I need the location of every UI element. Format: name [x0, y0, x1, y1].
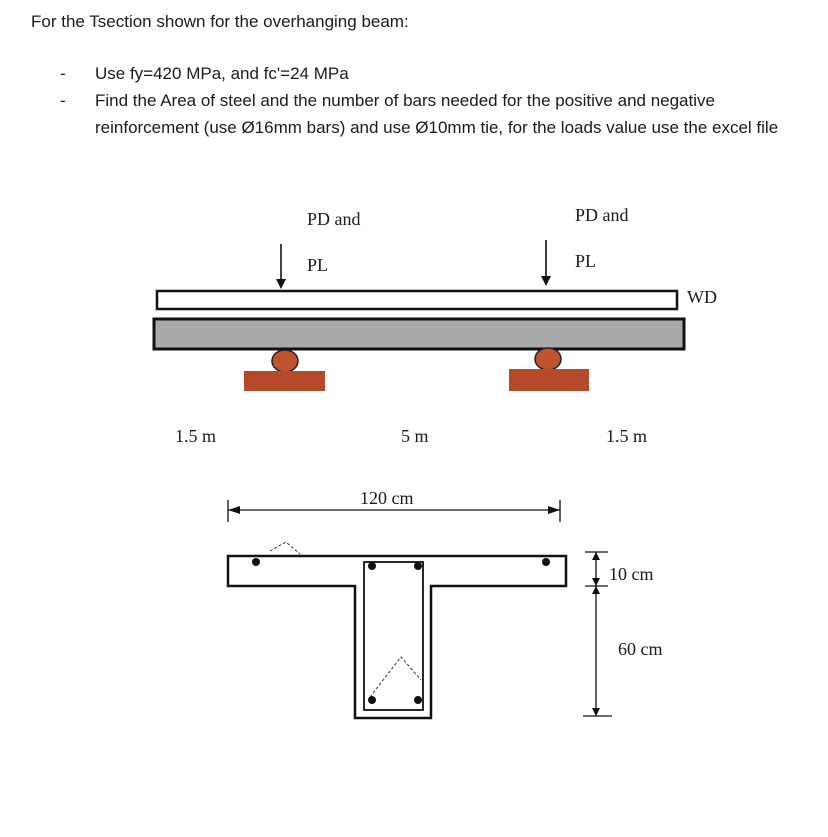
right-support: [509, 348, 589, 391]
right-load-arrow: [541, 240, 551, 286]
left-load-label: PD and: [307, 209, 361, 229]
span-middle-label: 5 m: [401, 426, 429, 446]
span-left-label: 1.5 m: [175, 426, 217, 446]
flange-thickness-label: 10 cm: [609, 564, 654, 584]
left-support: [244, 350, 325, 391]
flange-width-label: 120 cm: [360, 488, 414, 508]
left-load-label: PL: [307, 255, 329, 275]
requirement-text: Use fy=420 MPa, and fc'=24 MPa: [95, 64, 349, 83]
problem-intro: For the Tsection shown for the overhanging beam:: [31, 12, 409, 31]
bullet-marker: -: [60, 91, 66, 110]
total-depth-label: 60 cm: [618, 639, 663, 659]
beam-body: [154, 319, 684, 349]
t-section: [228, 542, 566, 718]
bullet-marker: -: [60, 64, 66, 83]
distributed-load-band: [157, 291, 677, 309]
distributed-load-label: WD: [687, 287, 717, 307]
left-load-arrow: [276, 244, 286, 289]
right-load-label: PD and: [575, 205, 629, 225]
section-depth-dimension: [583, 552, 612, 716]
right-load-label: PL: [575, 251, 597, 271]
requirement-text: Find the Area of steel and the number of bars needed for the positive and negative reinforcement (use Ø16mm bars) and use Ø10mm tie, for the loads value use the excel file: [95, 91, 779, 137]
span-right-label: 1.5 m: [606, 426, 648, 446]
